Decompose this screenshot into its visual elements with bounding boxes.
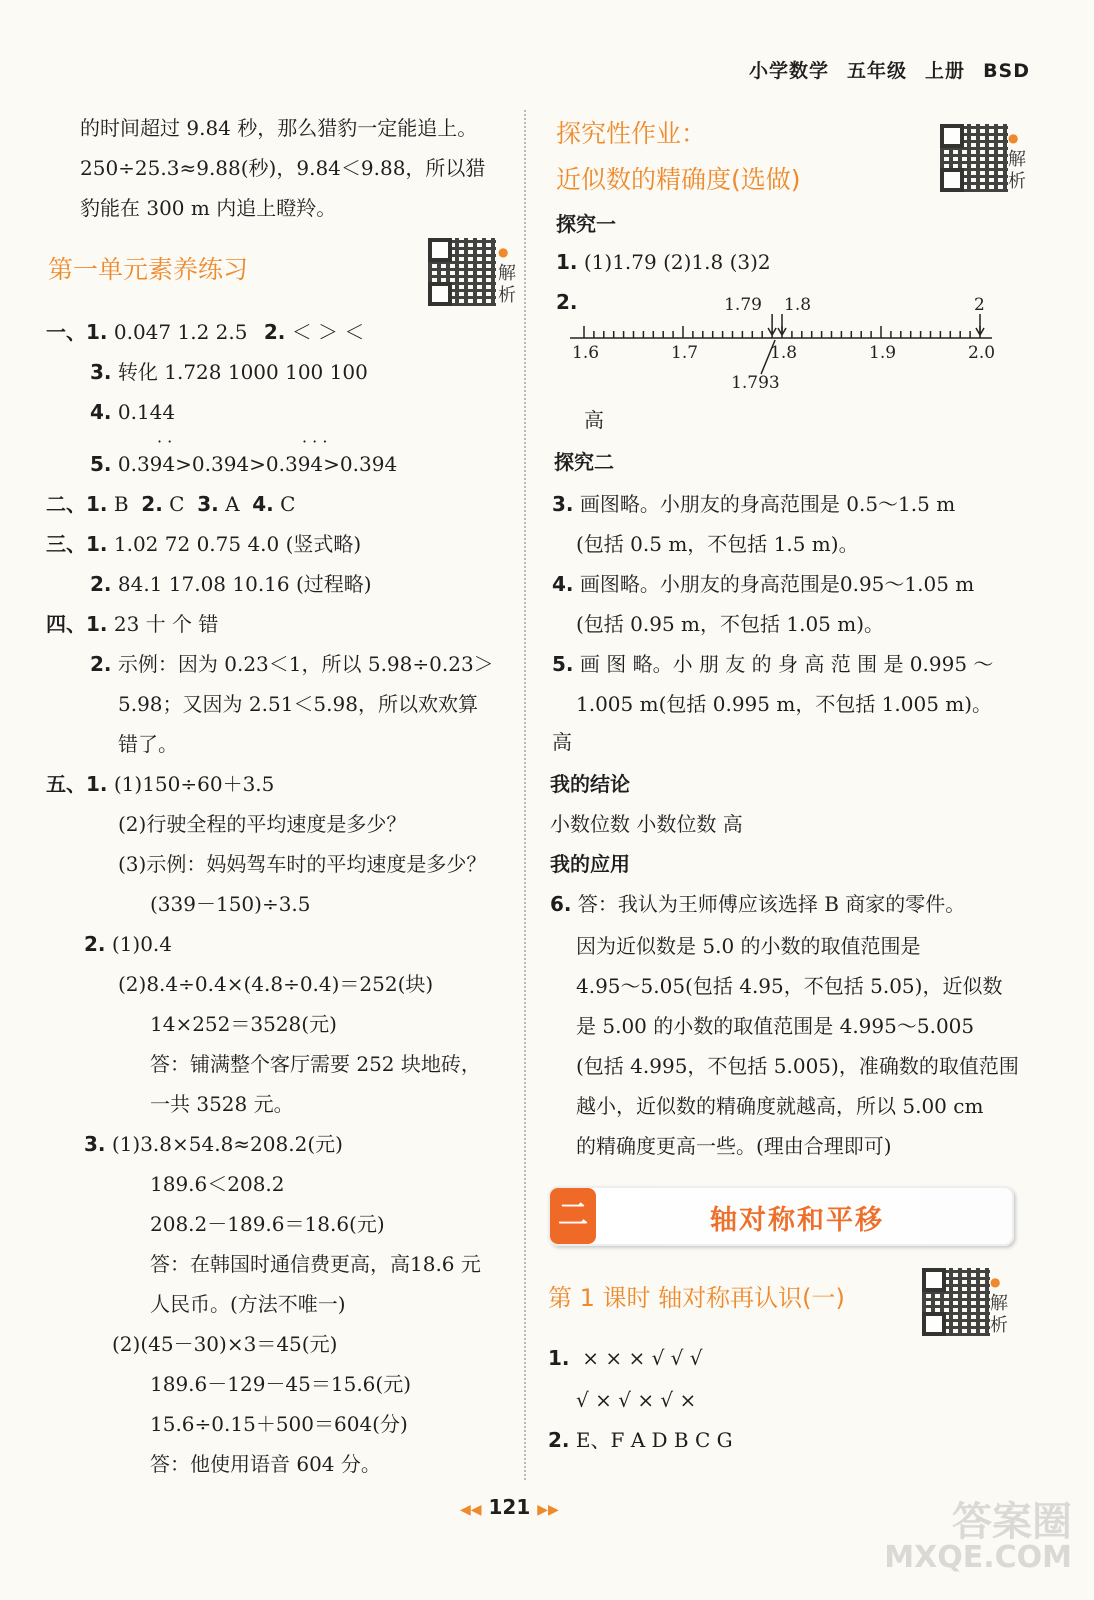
number-line [570, 290, 1000, 400]
header-volume: 上册 [925, 60, 966, 82]
explore-answer-4a: 画图略。小朋友的身高范围是0.95～1.05 m [579, 572, 975, 596]
application-answer-d: 是 5.00 的小数的取值范围是 4.995～5.005 [576, 1014, 975, 1038]
answer-4-2a: 示例：因为 0.23＜1，所以 5.98÷0.23＞ [117, 652, 494, 676]
page-header [731, 56, 1030, 83]
column-divider [524, 110, 526, 1480]
q-head-5: 五、1. [46, 772, 108, 796]
qr-label: ● 解 析 [498, 245, 516, 306]
answer-5-3f: (2)(45－30)×3＝45(元) [112, 1332, 338, 1356]
chapter-number: 二 [550, 1188, 596, 1244]
q-head-3: 三、1. [46, 532, 108, 556]
explore-answer-3a: 画图略。小朋友的身高范围是 0.5～1.5 m [579, 492, 956, 516]
section-explore-2: 探究二 [554, 450, 614, 474]
lesson-answer-1b: √ × √ × √ × [576, 1388, 697, 1412]
q-num: 1. [556, 250, 578, 274]
answer-1-4: 0.144 [117, 400, 176, 424]
qr-code-icon[interactable] [428, 238, 496, 306]
prev-arrows-icon: ◀◀ [460, 1502, 482, 1518]
q-num: 2. [263, 320, 286, 344]
answer-1-2: ＜ ＞ ＜ [291, 320, 365, 344]
repeat-dots: · · · [302, 432, 328, 451]
inquiry-title-2: 近似数的精确度(选做) [556, 165, 801, 194]
marker-label: 1.8 [784, 295, 812, 315]
answer-5-3b: 189.6＜208.2 [150, 1172, 285, 1196]
section-my-conclusion: 我的结论 [550, 772, 630, 796]
q-num: 4. [552, 572, 574, 596]
answer-5-3i: 答：他使用语音 604 分。 [150, 1452, 381, 1476]
q-num: 2. [90, 572, 112, 596]
application-answer-a: 答：我认为王师傅应该选择 B 商家的零件。 [577, 892, 966, 916]
answer-2-3: A [225, 492, 240, 516]
section-explore-1: 探究一 [556, 212, 616, 236]
application-answer-b: 因为近似数是 5.0 的小数的取值范围是 [576, 934, 921, 958]
conclusion-high-2: 高 [552, 730, 572, 754]
marker-label: 2 [974, 295, 985, 315]
explore-answer-5b: 1.005 m(包括 0.995 m，不包括 1.005 m)。 [576, 692, 993, 716]
answer-5-2c: 14×252＝3528(元) [150, 1012, 337, 1036]
repeat-dots: · · [157, 432, 173, 451]
answer-4-2c: 错了。 [118, 732, 178, 756]
next-arrows-icon: ▶▶ [537, 1502, 559, 1518]
lesson-answer-1a: × × × √ √ √ [582, 1346, 703, 1370]
tick-label: 2.0 [968, 343, 996, 363]
q-num: 2. [84, 932, 106, 956]
tick-label: 1.9 [869, 343, 897, 363]
answer-5-3g: 189.6－129－45＝15.6(元) [150, 1372, 412, 1396]
answer-5-2b: (2)8.4÷0.4×(4.8÷0.4)＝252(块) [118, 972, 434, 996]
tick-label: 1.6 [572, 343, 600, 363]
answer-5-3d: 答：在韩国时通信费更高，高18.6 元 [150, 1252, 481, 1276]
answer-1-1: 0.047 1.2 2.5 [113, 320, 248, 344]
inquiry-title-1: 探究性作业： [556, 119, 707, 148]
explore-answer-5a: 画 图 略。小 朋 友 的 身 高 范 围 是 0.995 ～ [579, 652, 994, 676]
application-answer-c: 4.95～5.05(包括 4.95，不包括 5.05)，近似数 [576, 974, 1003, 998]
q-num: 6. [550, 892, 572, 916]
answer-1-5: 0.394>0.394>0.394>0.394 [117, 452, 398, 476]
chapter-banner [548, 1186, 1014, 1246]
watermark-url: MXQE.COM [884, 1540, 1072, 1575]
q-num: 2. [548, 1428, 570, 1452]
q-num: 4. [90, 400, 112, 424]
q-num: 2. [90, 652, 112, 676]
q-num: 3. [84, 1132, 106, 1156]
answer-2-1: B [113, 492, 129, 516]
answer-5-1c: (3)示例：妈妈驾车时的平均速度是多少？ [118, 852, 487, 876]
answer-5-2e: 一共 3528 元。 [150, 1092, 294, 1116]
application-answer-g: 的精确度更高一些。(理由合理即可) [576, 1134, 892, 1158]
answer-3-2: 84.1 17.08 10.16 (过程略) [117, 572, 372, 596]
conclusion-high-1: 高 [584, 408, 604, 432]
qr-code-icon[interactable] [940, 124, 1008, 192]
q-num: 4. [252, 492, 274, 516]
header-edition: BSD [983, 60, 1030, 82]
qr-label: ● 解 析 [990, 1275, 1008, 1336]
answer-1-3: 转化 1.728 1000 100 100 [117, 360, 368, 384]
q-num: 3. [552, 492, 574, 516]
answer-4-1: 23 十 个 错 [113, 612, 219, 636]
unit-title: 第一单元素养练习 [48, 255, 249, 284]
watermark-logo: 答案圈 [952, 1499, 1072, 1545]
answer-4-2b: 5.98；又因为 2.51＜5.98，所以欢欢算 [118, 692, 478, 716]
page-footer [460, 1495, 559, 1519]
qr-code-icon[interactable] [922, 1268, 990, 1336]
lesson-answer-2: E、F A D B C G [575, 1428, 733, 1452]
page-number: 121 [488, 1495, 531, 1519]
chapter-title: 轴对称和平移 [710, 1205, 884, 1236]
marker-label: 1.793 [731, 373, 780, 393]
answer-5-1b: (2)行驶全程的平均速度是多少？ [118, 812, 407, 836]
answer-5-3a: (1)3.8×54.8≈208.2(元) [111, 1132, 343, 1156]
header-grade: 五年级 [847, 60, 908, 82]
left-line-2: 250÷25.3≈9.88(秒)，9.84＜9.88，所以猎 [80, 156, 486, 180]
answer-5-2a: (1)0.4 [111, 932, 173, 956]
explore-answer-1: (1)1.79 (2)1.8 (3)2 [583, 250, 771, 274]
q-num: 1. [548, 1346, 570, 1370]
answer-2-4: C [280, 492, 296, 516]
answer-3-1: 1.02 72 0.75 4.0 (竖式略) [113, 532, 362, 556]
q-head-4: 四、1. [46, 612, 108, 636]
section-my-application: 我的应用 [550, 852, 630, 876]
left-line-3: 豹能在 300 m 内追上瞪羚。 [80, 196, 337, 220]
tick-label: 1.8 [770, 343, 798, 363]
q-num: 3. [90, 360, 112, 384]
explore-answer-4b: (包括 0.95 m，不包括 1.05 m)。 [576, 612, 885, 636]
q-num: 2. [141, 492, 163, 516]
left-line-1: 的时间超过 9.84 秒，那么猎豹一定能追上。 [80, 116, 478, 140]
qr-label: ● 解 析 [1008, 131, 1026, 192]
q-num: 5. [552, 652, 574, 676]
q-num: 2. [556, 290, 578, 314]
answer-2-2: C [169, 492, 185, 516]
answer-5-3h: 15.6÷0.15＋500＝604(分) [150, 1412, 408, 1436]
answer-5-3e: 人民币。(方法不唯一) [150, 1292, 346, 1316]
answer-5-1a: (1)150÷60＋3.5 [113, 772, 275, 796]
q-num: 3. [197, 492, 219, 516]
answer-5-1d: (339－150)÷3.5 [150, 892, 311, 916]
header-subject: 小学数学 [749, 60, 830, 82]
answer-5-3c: 208.2－189.6＝18.6(元) [150, 1212, 385, 1236]
my-conclusion-text: 小数位数 小数位数 高 [550, 812, 743, 836]
application-answer-f: 越小，近似数的精确度就越高，所以 5.00 cm [576, 1094, 984, 1118]
explore-answer-3b: (包括 0.5 m，不包括 1.5 m)。 [576, 532, 859, 556]
q-head-2: 二、1. [46, 492, 108, 516]
tick-label: 1.7 [671, 343, 699, 363]
application-answer-e: (包括 4.995，不包括 5.005)，准确数的取值范围 [576, 1054, 1019, 1078]
q-num: 5. [90, 452, 112, 476]
answer-5-2d: 答：铺满整个客厅需要 252 块地砖， [150, 1052, 481, 1076]
q-head-1: 一、1. [46, 320, 108, 344]
lesson-title: 第 1 课时 轴对称再认识(一) [548, 1284, 845, 1312]
marker-label: 1.79 [724, 295, 762, 315]
